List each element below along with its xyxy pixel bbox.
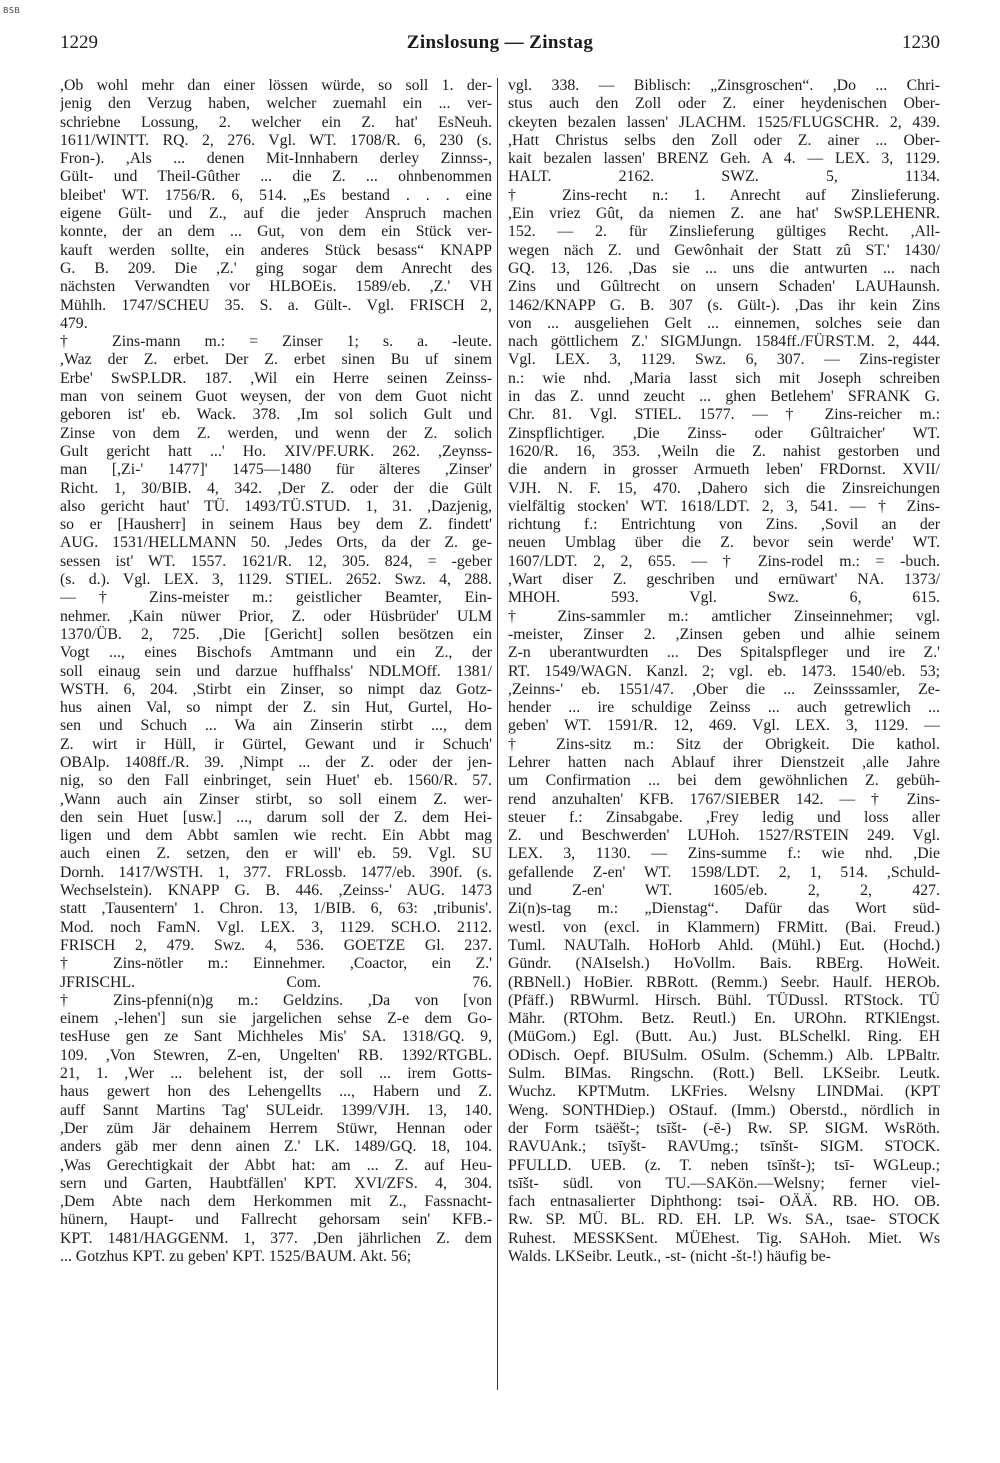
text-line: Weng. SONTHDiep.) OStauf. (Imm.) Oberstd., nördlich in <box>508 1101 940 1119</box>
text-line: † Zins-recht n.: 1. Anrecht auf Zinslieferung. <box>508 186 940 204</box>
text-line: Ruhest. MESSKSent. MÜEhest. Tig. SAHoh. Miet. Ws <box>508 1229 940 1247</box>
text-line: richtung f.: Entrichtung von Zins. ,Sovil an der <box>508 516 940 534</box>
text-line: (Pfäff.) RBWurml. Hirsch. Bühl. TÜDussl. RTStock. TÜ <box>508 991 940 1009</box>
text-line: ,Was Gerechtigkait der Abbt hat: am ... Z. auf Heu- <box>60 1156 492 1174</box>
text-line: ... Gotzhus KPT. zu geben' KPT. 1525/BAUM. Akt. 56; <box>60 1248 412 1265</box>
text-line: Z-n uberantwurdten ... Des Spitalspfleger und ire Z.' <box>508 644 940 662</box>
text-line: bleibet' WT. 1756/R. 6, 514. „Es bestand . . . eine <box>60 186 492 204</box>
text-line: 109. ,Von Stewren, Z-en, Ungelten' RB. 1392/RTGBL. <box>60 1046 492 1064</box>
text-line: haus gewert hon des Lehengellts ..., Habern und Z. <box>60 1083 492 1101</box>
text-line: kait bezalen lassen' BRENZ Geh. A 4. — LEX. 3, 1129. <box>508 150 940 168</box>
text-line: soll einaug sein und darzue huffhalss' NDLMOff. 1381/ <box>60 662 492 680</box>
text-line: um Confirmation ... bei dem gewöhnlichen Z. gebüh- <box>508 772 940 790</box>
text-line: Erbe' SwSP.LDR. 187. ,Wil ein Herre seinen Zeinss- <box>60 369 492 387</box>
text-line: Wuchz. KPTMutm. LKFries. Welsny LINDMai. (KPT <box>508 1083 940 1101</box>
text-line: 1370/ÜB. 2, 725. ,Die [Gericht] sollen besötzen ein <box>60 625 492 643</box>
text-line: (s. d.). Vgl. LEX. 3, 1129. STIEL. 2652. Swz. 4, 288. <box>60 571 492 589</box>
text-line: Wechselstein). KNAPP G. B. 446. ,Zeinss-' AUG. 1473 <box>60 882 492 900</box>
page-number-left: 1229 <box>60 32 98 53</box>
page-header <box>60 32 940 62</box>
text-line: 479. <box>60 314 88 332</box>
text-line: ,Dem Abte nach dem Herkommen mit Z., Fassnacht- <box>60 1193 492 1211</box>
text-line: FRISCH 2, 479. Swz. 4, 536. GOETZE Gl. 237. <box>60 936 492 954</box>
text-line: den sein Huet [usw.] ..., darum soll der Z. dem Hei- <box>60 808 492 826</box>
text-line: Zinse von dem Z. werden, und wenn der Z. solich <box>60 424 492 442</box>
text-line: Sulm. BIMas. Ringschn. (Rott.) Bell. LKSeibr. Leutk. <box>508 1065 940 1083</box>
text-line: 21, 1. ,Wer ... belehent ist, der soll ... irem Gotts- <box>60 1065 492 1083</box>
text-line: Chr. 81. Vgl. STIEL. 1577. — † Zins-reicher m.: <box>508 406 940 424</box>
text-line: man von seinem Guot weysen, der von dem Guot nicht <box>60 388 492 406</box>
left-column <box>60 77 492 1266</box>
text-line: MHOH. 593. Vgl. Swz. 6, 615. <box>508 589 940 607</box>
text-line: und Z-en' WT. 1605/eb. 2, 2, 427. <box>508 882 940 900</box>
text-line: konnte, der an dem ... Gut, von dem ein Stück ver- <box>60 223 492 241</box>
library-mark: BSB <box>3 6 21 15</box>
text-line: 1620/R. 16, 353. ,Weiln die Z. nahist gestorben und <box>508 442 940 460</box>
text-line: ligen und dem Abbt samlen wie recht. Ein Abbt mag <box>60 827 492 845</box>
text-line: nehmer. ,Kain nüwer Prior, Z. oder Hüsbrüder' ULM <box>60 607 492 625</box>
text-line: die andern in grosser Armueth leben' FRDornst. XVII/ <box>508 461 940 479</box>
text-line: Zi(n)s-tag m.: „Dienstag“. Dafür das Wort süd- <box>508 900 940 918</box>
text-line: westl. von (excl. in Klammern) FRMitt. (Bai. Freud.) <box>508 918 940 936</box>
text-line: Vogt ..., eines Bischofs Amtmann und ein Z., der <box>60 644 492 662</box>
text-line: nach göttlichem Z.' SIGMJungn. 1584ff./FÜRST.M. 2, 444. <box>508 333 940 351</box>
text-line: (MüGom.) Egl. (Butt. Au.) Just. BLSchelkl. Ring. EH <box>508 1028 940 1046</box>
text-line: n.: wie nhd. ,Maria lasst sich mit Joseph schreiben <box>508 369 940 387</box>
text-line: Vgl. LEX. 3, 1129. Swz. 6, 307. — Zins-register <box>508 351 940 369</box>
text-line: vgl. 338. — Biblisch: „Zinsgroschen“. ,Do ... Chri- <box>508 77 940 94</box>
text-line: so er [Hausherr] in seinem Haus bey dem Z. findett' <box>60 516 492 534</box>
text-line: Fron-). ,Als ... denen Mit-Innhabern derley Zinnss-, <box>60 150 492 168</box>
text-line: † Zins-pfenni(n)g m.: Geldzins. ,Da von [von <box>60 991 492 1009</box>
column-divider <box>497 78 498 1390</box>
text-line: Gult gericht hatt ...' Ho. XIV/PF.URK. 262. ,Zeynss- <box>60 442 492 460</box>
text-line: ,Zeinns-' eb. 1551/47. ,Ober die ... Zeinsssamler, Ze- <box>508 680 940 698</box>
text-line: † Zins-nötler m.: Einnehmer. ,Coactor, ein Z.' <box>60 955 492 973</box>
text-line: von ... ausgeliehen Gelt ... einnemen, solches seie dan <box>508 314 940 332</box>
right-column <box>508 77 940 1266</box>
text-line: hender ... ire schuldige Zeinss ... auch getrewlich ... <box>508 699 940 717</box>
text-line: — † Zins-meister m.: geistlicher Beamter, Ein- <box>60 589 492 607</box>
text-line: Z. wirt ir Hüll, ir Gürtel, Gewant und ir Schuch' <box>60 735 492 753</box>
text-line: Mähr. (RTOhm. Betz. Reutl.) En. UROhn. RTKlEngst. <box>508 1010 940 1028</box>
text-line: Richt. 1, 30/BIB. 4, 342. ,Der Z. oder der die Gült <box>60 479 492 497</box>
text-line: OBAlp. 1408ff./R. 39. ,Nimpt ... der Z. oder der jen- <box>60 753 492 771</box>
text-line: man [,Zi-' 1477]' 1475—1480 für älteres ,Zinser' <box>60 461 492 479</box>
text-line: ,Ob wohl mehr dan einer lössen würde, so soll 1. der- <box>60 77 492 94</box>
text-line: geboren ist' eb. Wack. 378. ,Im sol solich Gult und <box>60 406 492 424</box>
text-line: sessen ist' WT. 1557. 1621/R. 12, 305. 824, = -geber <box>60 552 492 570</box>
text-line: stus auch den Zoll oder Z. einer heydenischen Ober- <box>508 95 940 113</box>
text-line: GQ. 13, 126. ,Das sie ... uns die antwurten ... nach <box>508 259 940 277</box>
text-line: in das Z. unnd zeucht ... ghen Betlehem' SFRANK G. <box>508 388 940 406</box>
text-line: Mühlh. 1747/SCHEU 35. S. a. Gült-. Vgl. FRISCH 2, <box>60 296 492 314</box>
text-line: nächsten Verwandten vor HLBOEis. 1589/eb. ,Z.' VH <box>60 278 492 296</box>
text-line: Tuml. NAUTalh. HoHorb Ahld. (Mühl.) Eut. (Hochd.) <box>508 936 940 954</box>
text-line: ,Hatt Christus selbs den Zoll oder Z. ainer ... Ober- <box>508 131 940 149</box>
text-line: † Zins-mann m.: = Zinser 1; s. a. -leute. <box>60 333 492 351</box>
text-line: Mod. noch FamN. Vgl. LEX. 3, 1129. SCH.O. 2112. <box>60 918 492 936</box>
text-line: 1607/LDT. 2, 2, 655. — † Zins-rodel m.: = -buch. <box>508 552 940 570</box>
text-line: VJH. N. F. 15, 470. ,Dahero sich die Zinsreichungen <box>508 479 940 497</box>
text-line: eigene Gült- und Z., auf die jeder Anspruch machen <box>60 205 492 223</box>
text-line: auff Sannt Martins Tag' SULeidr. 1399/VJH. 13, 140. <box>60 1101 492 1119</box>
text-line: ,Ein vriez Gût, da niemen Z. ane hat' SwSP.LEHENR. <box>508 205 940 223</box>
text-line: kauft werden sollte, ein anderes Stück besass“ KNAPP <box>60 241 492 259</box>
text-line: ,Der züm Jär dehainem Herrem Stüwr, Hennan oder <box>60 1119 492 1137</box>
text-line: neuen Umblag über die Z. bevor sein werde' WT. <box>508 534 940 552</box>
text-line: jenig den Verzug haben, welcher zuemahl ein ... ver- <box>60 95 492 113</box>
text-line: ,Waz der Z. erbet. Der Z. erbet sinen Bu uf sinem <box>60 351 492 369</box>
text-line: LEX. 3, 1130. — Zins-summe f.: wie nhd. ,Die <box>508 845 940 863</box>
text-line: WSTH. 6, 204. ,Stirbt ein Zinser, so nimpt daz Gotz- <box>60 680 492 698</box>
text-line: (RBNell.) HoBier. RBRott. (Remm.) Seebr. Haulf. HEROb. <box>508 973 940 991</box>
text-line: 1462/KNAPP G. B. 307 (s. Gült-). ,Das ihr kein Zins <box>508 296 940 314</box>
text-line: einem ,-lehen'] sun sie jargelichen sehse Z-e dem Go- <box>60 1010 492 1028</box>
text-line: Zins und Gûltrecht on unsern Schaden' LAUHaunsh. <box>508 278 940 296</box>
text-line: 152. — 2. für Zinslieferung gültiges Recht. ,All- <box>508 223 940 241</box>
text-line: ,Wann auch ain Zinser stirbt, so soll einem Z. wer- <box>60 790 492 808</box>
text-line: wegen näch Z. und Gewônhait der Statt zû ST.' 1430/ <box>508 241 940 259</box>
text-line: auch einen Z. setzen, den er will' eb. 59. Vgl. SU <box>60 845 492 863</box>
text-line: Walds. LKSeibr. Leutk., -st- (nicht -št-!) häufig be- <box>508 1248 831 1265</box>
text-line: hünern, Haupt- und Fallrecht gehorsam sein' KFB.- <box>60 1211 492 1229</box>
text-line: Dornh. 1417/WSTH. 1, 377. FRLossb. 1477/eb. 390f. (s. <box>60 863 492 881</box>
text-line: ,Wart diser Z. geschriben und ernüwart' NA. 1373/ <box>508 571 940 589</box>
text-line: Z. und Beschwerden' LUHoh. 1527/RSTEIN 249. Vgl. <box>508 827 940 845</box>
text-line: also gericht haut' TÜ. 1493/TÜ.STUD. 1, 31. ,Dazjenig, <box>60 497 492 515</box>
text-line: fach entnasalierter Diphthong: tsəi- OÄÄ. RB. HO. OB. <box>508 1193 940 1211</box>
text-line: Gündr. (NAIselsh.) HoVollm. Bais. RBErg. HoWeit. <box>508 955 940 973</box>
text-line: JFRISCHL. Com. 76. <box>60 973 492 991</box>
text-line: HALT. 2162. SWZ. 5, 1134. <box>508 168 940 186</box>
text-line: der Form tsäëšt-; tsīšt- (-ē-) Rw. SP. SIGM. WsRöth. <box>508 1119 940 1137</box>
text-line: -meister, Zinser 2. ,Zinsen geben und alhie seinem <box>508 625 940 643</box>
page-number-right: 1230 <box>902 32 940 53</box>
text-line: ODisch. Oepf. BIUSulm. OSulm. (Schemm.) Alb. LPBaltr. <box>508 1046 940 1064</box>
text-line: † Zins-sitz m.: Sitz der Obrigkeit. Die kathol. <box>508 735 940 753</box>
text-line: ckeyten bezalen lassen' JLACHM. 1525/FLUGSCHR. 2, 439. <box>508 113 940 131</box>
text-line: † Zins-sammler m.: amtlicher Zinseinnehmer; vgl. <box>508 607 940 625</box>
text-line: schriebne Lossung, 2. welcher ein Z. hat' EsNeuh. <box>60 113 492 131</box>
text-line: PFULLD. UEB. (z. T. neben tsīnšt-); tsī- WGLeup.; <box>508 1156 940 1174</box>
running-title: Zinslosung — Zinstag <box>406 32 594 53</box>
text-line: gefallende Z-en' WT. 1598/LDT. 2, 1, 514. ,Schuld- <box>508 863 940 881</box>
text-line: rend anzuhalten' KFB. 1767/SIEBER 142. — † Zins- <box>508 790 940 808</box>
text-line: vielfältig stocken' WT. 1618/LDT. 2, 3, 541. — † Zins- <box>508 497 940 515</box>
text-line: Rw. SP. MÜ. BL. RD. EH. LP. Ws. SA., tsae- STOCK <box>508 1211 940 1229</box>
text-line: hus ainen Val, so nimpt der Z. sin Hut, Gurtel, Ho- <box>60 699 492 717</box>
text-line: Zinspflichtiger. ,Die Zinss- oder Gûltraicher' WT. <box>508 424 940 442</box>
text-line: 1611/WINTT. RQ. 2, 276. Vgl. WT. 1708/R. 6, 230 (s. <box>60 131 492 149</box>
text-line: KPT. 1481/HAGGENM. 1, 377. ,Den jährlichen Z. dem <box>60 1229 492 1247</box>
text-line: sern und Garten, Haubtfällen' KPT. XVI/ZFS. 4, 304. <box>60 1174 492 1192</box>
text-line: tesHuse gen ze Sant Michheles Mis' SA. 1318/GQ. 9, <box>60 1028 492 1046</box>
text-line: tsīšt- südl. von TU.—SAKön.—Welsny; ferner viel- <box>508 1174 940 1192</box>
text-line: Lehrer hatten nach Ablauf ihrer Dienstzeit ,alle Jahre <box>508 753 940 771</box>
text-line: anders gäb mer denn ainen Z.' LK. 1489/GQ. 18, 104. <box>60 1138 492 1156</box>
text-line: statt ,Tausentern' 1. Chron. 13, 1/BIB. 6, 63: ,tribunis'. <box>60 900 492 918</box>
text-line: geben' WT. 1591/R. 12, 469. Vgl. LEX. 3, 1129. — <box>508 717 940 735</box>
text-line: RT. 1549/WAGN. Kanzl. 2; vgl. eb. 1473. 1540/eb. 53; <box>508 662 940 680</box>
text-line: AUG. 1531/HELLMANN 50. ,Jedes Orts, da der Z. ge- <box>60 534 492 552</box>
text-line: RAVUAnk.; tsīyšt- RAVUmg.; tsīnšt- SIGM. STOCK. <box>508 1138 940 1156</box>
text-line: sen und Schuch ... Wa ain Zinserin stirbt ..., dem <box>60 717 492 735</box>
text-line: steuer f.: Zinsabgabe. ,Frey ledig und loss aller <box>508 808 940 826</box>
text-line: Gült- und Theil-Gûther ... die Z. ... ohnbenommen <box>60 168 492 186</box>
text-line: G. B. 209. Die ,Z.' ging sogar dem Anrecht des <box>60 259 492 277</box>
text-line: nig, so den Fall einbringet, sein Huet' eb. 1560/R. 57. <box>60 772 492 790</box>
